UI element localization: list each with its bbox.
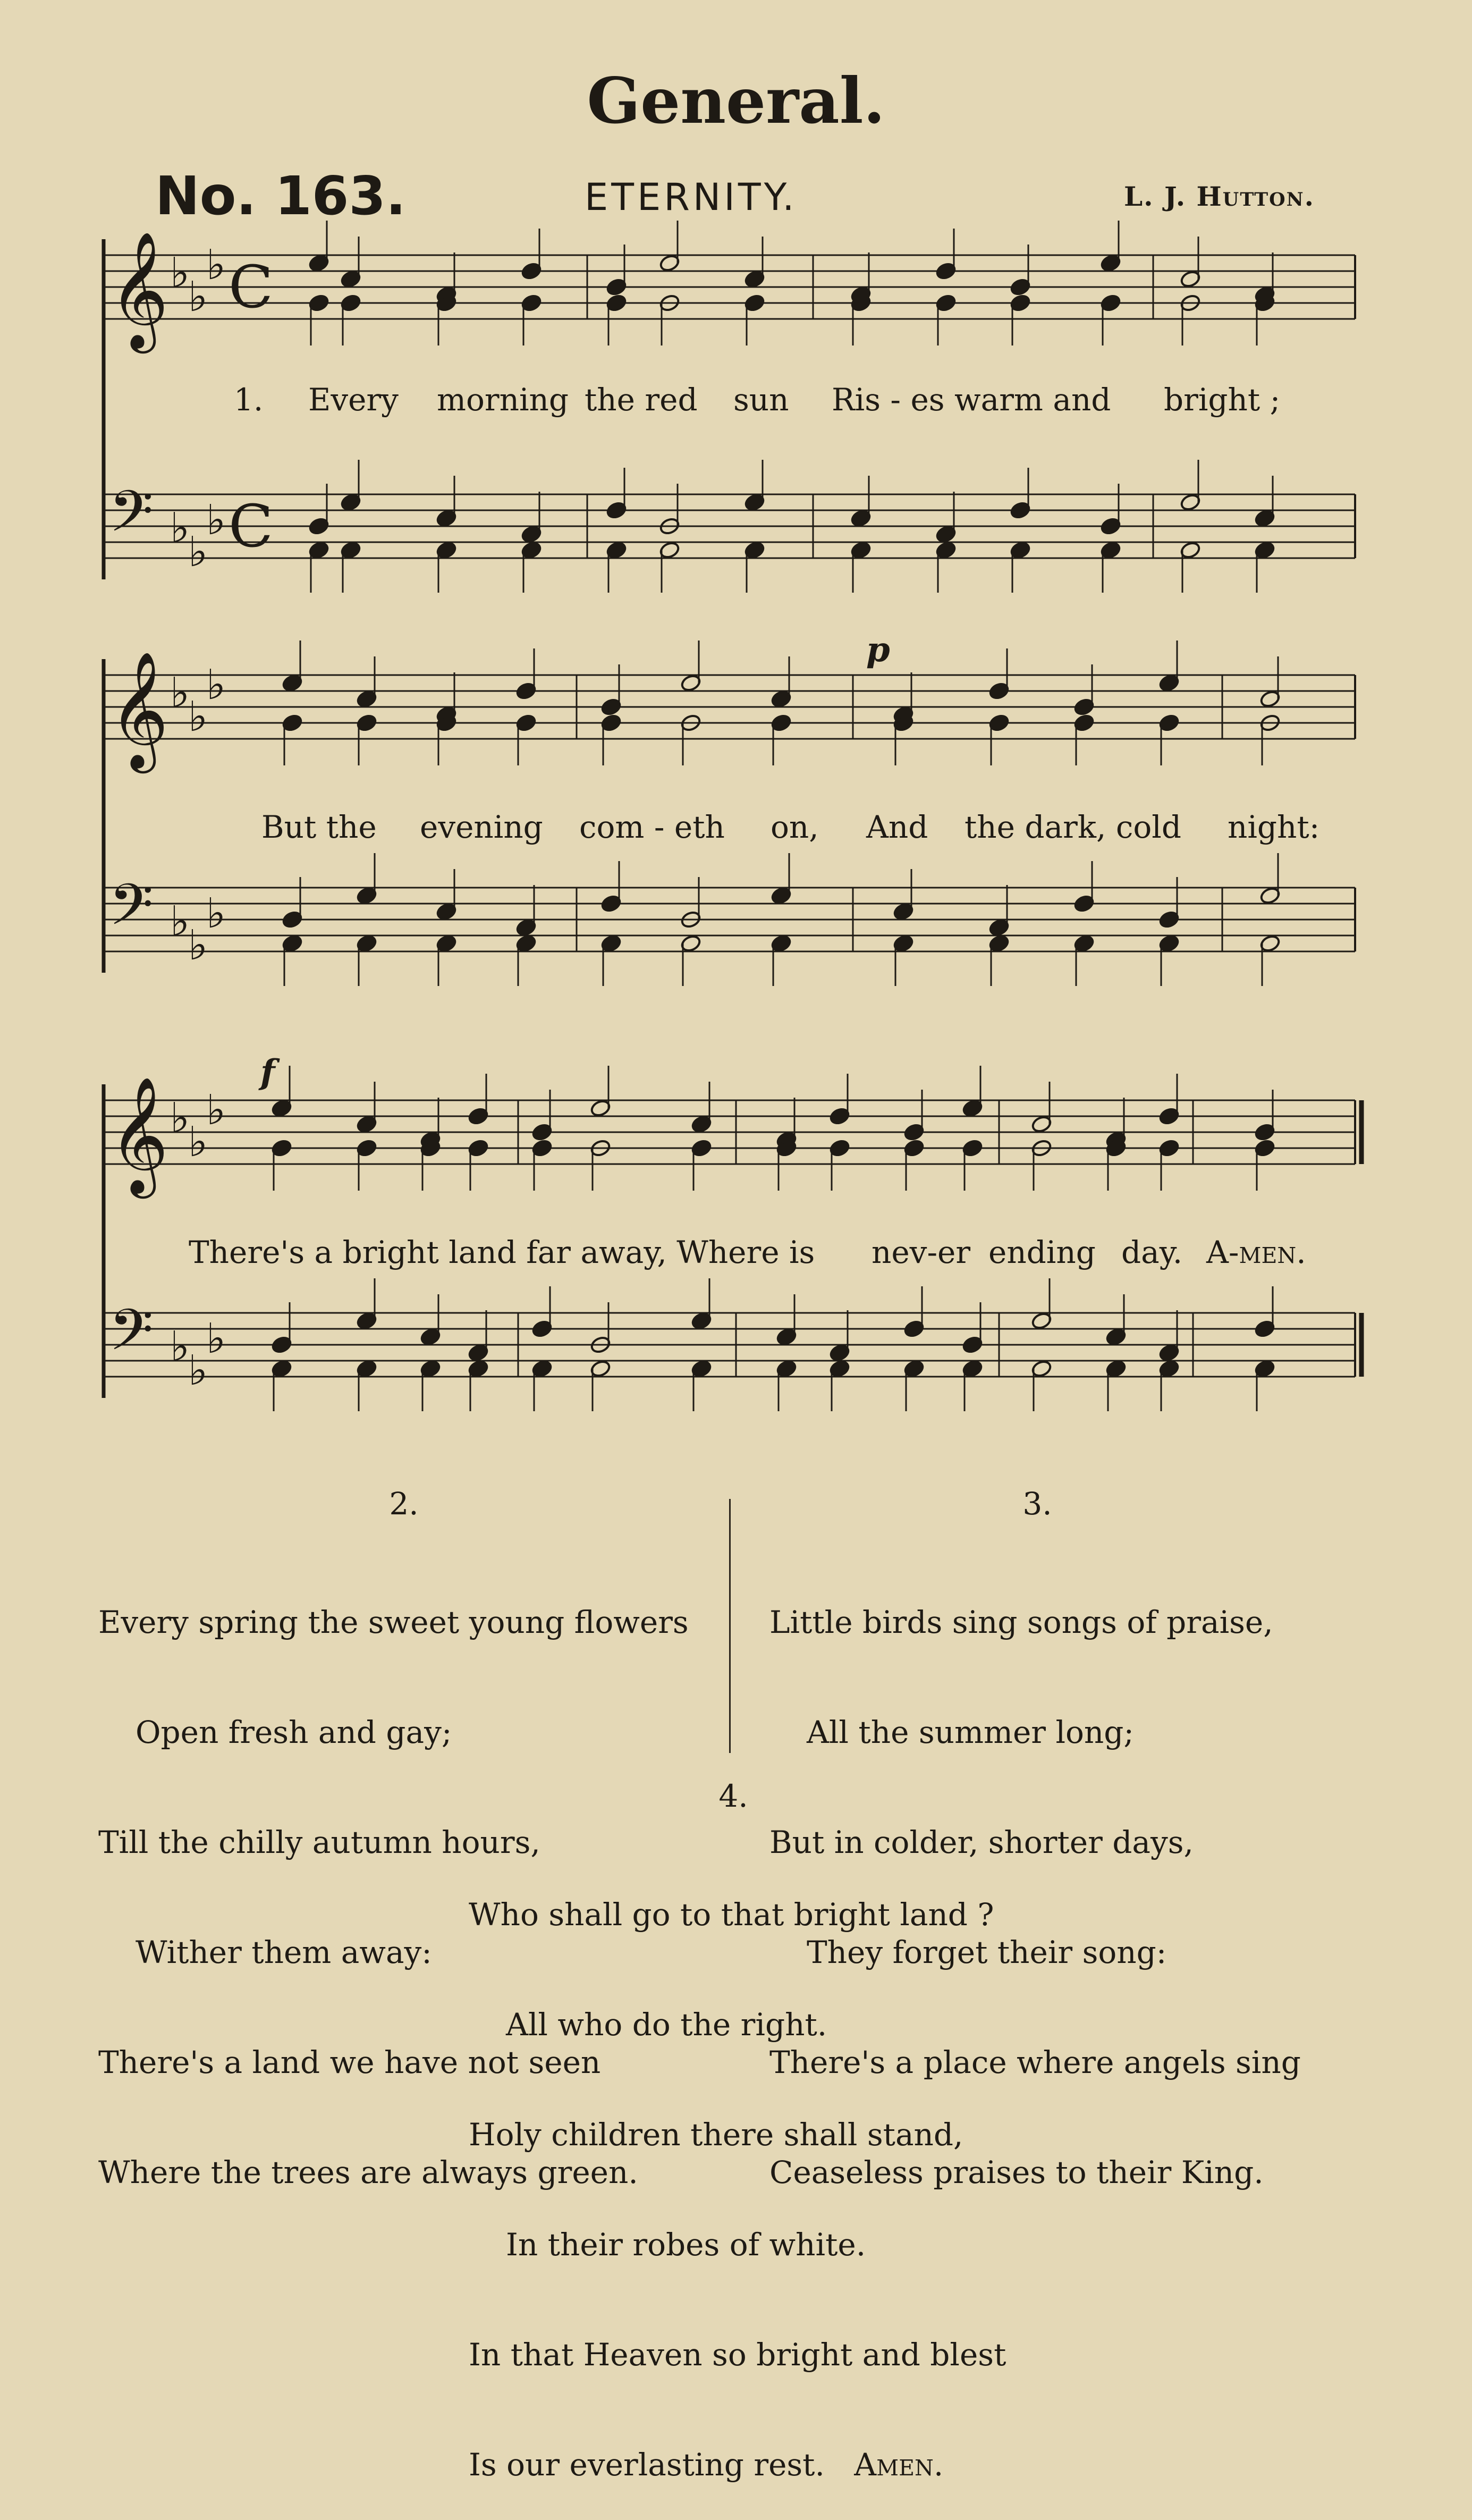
time-signature: C <box>229 253 274 321</box>
verse-4 <box>469 1823 1006 2520</box>
lyric-syllable: nev-er <box>872 1234 971 1270</box>
verse-number: 4. <box>718 1778 748 1814</box>
flat-sign: ♭ <box>170 669 190 717</box>
lyric-syllable: on, <box>771 809 819 845</box>
bass-clef: 𝄢 <box>109 871 154 952</box>
section-title: General. <box>587 64 885 138</box>
verse-line <box>469 2447 1006 2483</box>
bass-clef: 𝄢 <box>109 478 154 559</box>
lyric-syllable: night: <box>1228 809 1320 845</box>
treble-clef: 𝄞 <box>109 651 169 768</box>
flat-sign: ♭ <box>188 922 208 970</box>
verse-line: Where the trees are always green. <box>98 2154 638 2190</box>
flat-sign: ♭ <box>188 1347 208 1395</box>
flat-sign: ♭ <box>170 1094 190 1142</box>
lyric-syllable: Every <box>308 382 399 418</box>
lyric-syllable: the dark, cold <box>965 809 1181 845</box>
verse-line: All the summer long; <box>807 1714 1134 1750</box>
verse-line: Holy children there shall stand, <box>469 2117 963 2153</box>
composer: L. J. Hutton. <box>1124 181 1315 212</box>
lyric-syllable: the red <box>585 382 698 418</box>
verse-line: Who shall go to that bright land ? <box>469 1897 994 1933</box>
lyric-syllable: And <box>866 809 928 845</box>
lyric-syllable: There's a bright land far away, Where is <box>189 1234 815 1270</box>
verse-line: Wither them away: <box>136 1934 432 1970</box>
lyric-syllable: com - eth <box>579 809 725 845</box>
lyric-syllable: ending <box>988 1234 1096 1270</box>
flat-sign: ♭ <box>188 528 208 576</box>
flat-sign: ♭ <box>206 890 226 938</box>
verse-line: Open fresh and gay; <box>136 1714 452 1750</box>
verse-divider <box>729 1499 731 1753</box>
verse-line: Little birds sing songs of praise, <box>769 1604 1273 1640</box>
verse-line: Ceaseless praises to their King. <box>769 2154 1264 2190</box>
flat-sign: ♭ <box>206 241 226 289</box>
verse-line-text: Is our everlasting rest. <box>469 2447 825 2483</box>
verse-line: But in colder, shorter days, <box>769 1824 1194 1860</box>
treble-clef: 𝄞 <box>109 231 169 348</box>
lyric-syllable: evening <box>420 809 543 845</box>
flat-sign: ♭ <box>188 273 208 321</box>
flat-sign: ♭ <box>206 1315 226 1363</box>
flat-sign: ♭ <box>206 661 226 709</box>
hymn-title: ETERNITY. <box>585 175 798 219</box>
flat-sign: ♭ <box>170 1323 190 1371</box>
flat-sign: ♭ <box>170 504 190 552</box>
flat-sign: ♭ <box>206 1086 226 1134</box>
verse-line: Every spring the sweet young flowers <box>98 1604 689 1640</box>
time-signature: C <box>229 492 274 560</box>
verse-line: Till the chilly autumn hours, <box>98 1824 540 1860</box>
verse-line: In their robes of white. <box>506 2227 866 2263</box>
verse-line: There's a place where angels sing <box>769 2044 1301 2080</box>
verse-number: 2. <box>389 1486 419 1522</box>
lyric-syllable: But the <box>261 809 377 845</box>
flat-sign: ♭ <box>188 1118 208 1166</box>
verse-line: In that Heaven so bright and blest <box>469 2337 1006 2373</box>
lyric-syllable: morning <box>437 382 569 418</box>
lyric-syllable: day. <box>1121 1234 1183 1270</box>
treble-clef: 𝄞 <box>109 1076 169 1193</box>
flat-sign: ♭ <box>170 249 190 297</box>
verse-line: All who do the right. <box>506 2007 827 2043</box>
hymn-number: No. 163. <box>155 165 406 227</box>
lyric-amen: A-men. <box>1206 1234 1306 1270</box>
flat-sign: ♭ <box>170 898 190 946</box>
verse-amen: Amen. <box>854 2447 944 2483</box>
verse-number: 3. <box>1022 1486 1052 1522</box>
lyric-syllable: Ris - es warm and <box>832 382 1111 418</box>
flat-sign: ♭ <box>206 496 226 544</box>
bass-clef: 𝄢 <box>109 1296 154 1377</box>
lyric-syllable: bright ; <box>1164 382 1281 418</box>
verse-line: They forget their song: <box>807 1934 1167 1970</box>
lyric-verse-number: 1. <box>234 382 264 418</box>
lyric-syllable: sun <box>733 382 789 418</box>
dynamic-marking: f <box>260 1052 275 1092</box>
verse-line: There's a land we have not seen <box>98 2044 601 2080</box>
dynamic-marking: p <box>866 630 890 670</box>
flat-sign: ♭ <box>188 693 208 741</box>
